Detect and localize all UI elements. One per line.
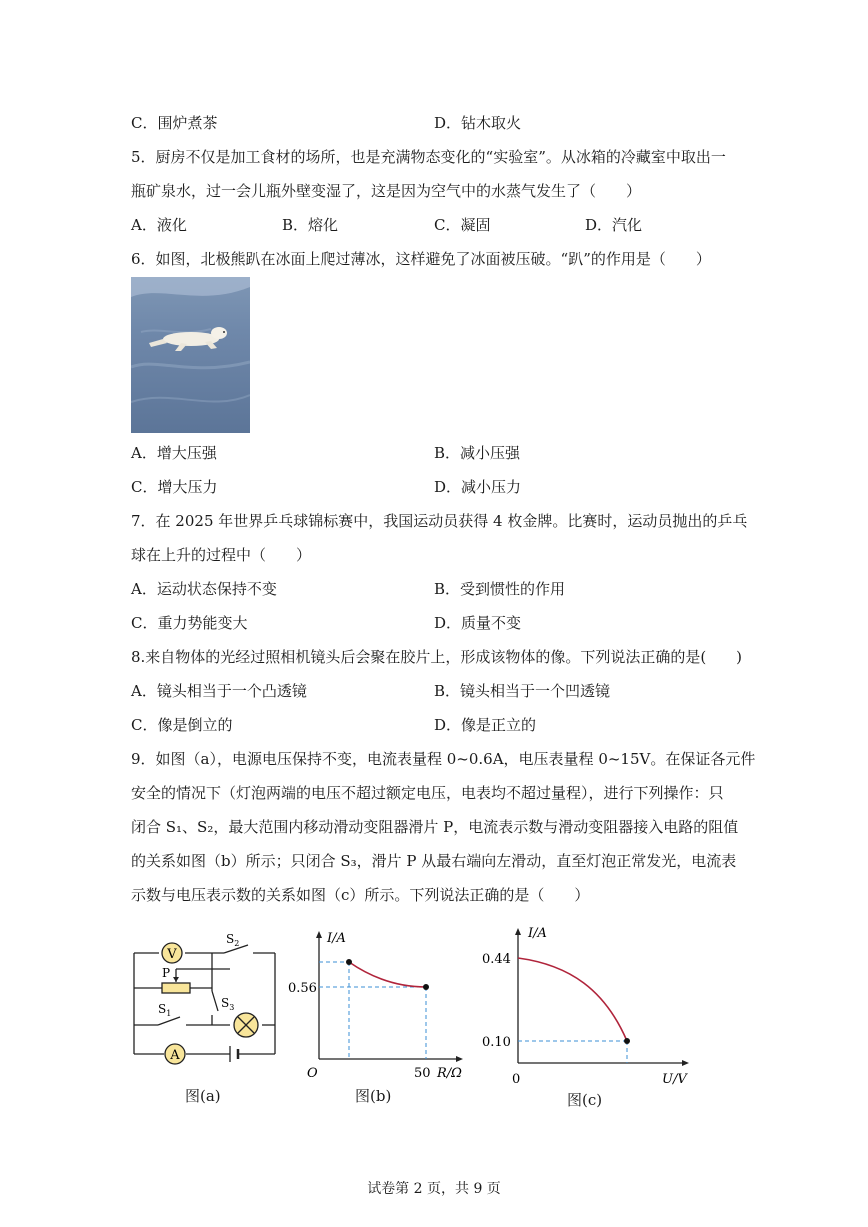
q6-option-c: C．增大压力 <box>131 478 218 496</box>
voltmeter-label: V <box>167 947 177 962</box>
chart-b-curve <box>349 962 426 987</box>
q4-option-d: D．钻木取火 <box>434 114 522 132</box>
q6-option-a: A．增大压强 <box>131 444 217 462</box>
chart-c-ylabel: I/A <box>528 926 547 941</box>
ammeter-label: A <box>170 1048 180 1063</box>
q9-stem-line5: 示数与电压表示数的关系如图（c）所示。下列说法正确的是（ ） <box>131 886 590 904</box>
q5-option-c: C．凝固 <box>434 216 491 234</box>
chart-b-ytick: 0.56 <box>288 981 317 996</box>
s2-label: $S_2$ <box>226 932 240 948</box>
figure-a-caption: 图(a) <box>185 1087 221 1105</box>
q6-option-d: D．减小压力 <box>434 478 522 496</box>
q9-stem-line2: 安全的情况下（灯泡两端的电压不超过额定电压，电表均不超过量程），进行下列操作：只 <box>131 784 724 802</box>
q5-stem-line2: 瓶矿泉水，过一会儿瓶外壁变湿了，这是因为空气中的水蒸气发生了（ ） <box>131 182 642 200</box>
chart-c-point-end <box>624 1038 630 1044</box>
chart-b-ylabel: I/A <box>327 931 346 946</box>
chart-b-xtick: 50 <box>414 1066 431 1081</box>
slider-label: P <box>162 966 171 980</box>
q8-option-d: D．像是正立的 <box>434 716 537 734</box>
s3-label: $S_3$ <box>221 996 235 1012</box>
chart-c-ytick-top: 0.44 <box>482 952 511 967</box>
q7-option-c: C．重力势能变大 <box>131 614 248 632</box>
q8-option-a: A．镜头相当于一个凸透镜 <box>131 682 307 700</box>
page-footer: 试卷第 2 页，共 9 页 <box>367 1181 501 1197</box>
chart-c-curve <box>518 958 627 1041</box>
circuit-diagram <box>120 925 290 1075</box>
q8-option-b: B．镜头相当于一个凹透镜 <box>434 682 611 700</box>
q7-stem-line1: 7．在 2025 年世界乒乓球锦标赛中，我国运动员获得 4 枚金牌。比赛时，运动员抛出的乒乓 <box>131 512 748 530</box>
q7-option-b: B．受到惯性的作用 <box>434 580 566 598</box>
figure-b-caption: 图(b) <box>355 1087 392 1105</box>
q6-option-b: B．减小压强 <box>434 444 521 462</box>
q4-option-c: C．围炉煮茶 <box>131 114 218 132</box>
q5-stem-line1: 5．厨房不仅是加工食材的场所，也是充满物态变化的“实验室”。从冰箱的冷藏室中取出一 <box>131 148 726 166</box>
chart-c-origin: 0 <box>512 1072 521 1087</box>
q9-stem-line3: 闭合 S₁、S₂，最大范围内移动滑动变阻器滑片 P，电流表示数与滑动变阻器接入电路的阻值 <box>131 818 739 836</box>
q5-option-b: B．熔化 <box>282 216 339 234</box>
q6-stem-line1: 6．如图，北极熊趴在冰面上爬过薄冰，这样避免了冰面被压破。“趴”的作用是（ ） <box>131 250 711 268</box>
chart-c-xlabel: U/V <box>662 1072 687 1087</box>
chart-c-ytick-bottom: 0.10 <box>482 1035 511 1050</box>
chart-c <box>480 920 695 1090</box>
q7-option-a: A．运动状态保持不变 <box>131 580 277 598</box>
q8-stem-line1: 8.来自物体的光经过照相机镜头后会聚在胶片上，形成该物体的像。下列说法正确的是( ) <box>131 648 743 666</box>
q9-stem-line1: 9．如图（a），电源电压保持不变，电流表量程 0~0.6A，电压表量程 0~15V。在保证各元件 <box>131 750 756 768</box>
s1-label: $S_1$ <box>158 1002 172 1018</box>
q8-option-c: C．像是倒立的 <box>131 716 233 734</box>
q5-option-d: D．汽化 <box>585 216 643 234</box>
q7-stem-line2: 球在上升的过程中（ ） <box>131 546 312 564</box>
polar-bear-photo <box>131 277 250 433</box>
q9-stem-line4: 的关系如图（b）所示；只闭合 S₃，滑片 P 从最右端向左滑动，直至灯泡正常发光，电流表 <box>131 852 737 870</box>
chart-b-point-start <box>346 959 352 965</box>
q7-option-d: D．质量不变 <box>434 614 522 632</box>
chart-b-xlabel: R/Ω <box>437 1066 462 1081</box>
q5-option-a: A．液化 <box>131 216 187 234</box>
chart-b-origin: O <box>307 1066 318 1081</box>
chart-b-point-end <box>423 984 429 990</box>
chart-b <box>285 925 470 1085</box>
figure-c-caption: 图(c) <box>567 1091 603 1109</box>
